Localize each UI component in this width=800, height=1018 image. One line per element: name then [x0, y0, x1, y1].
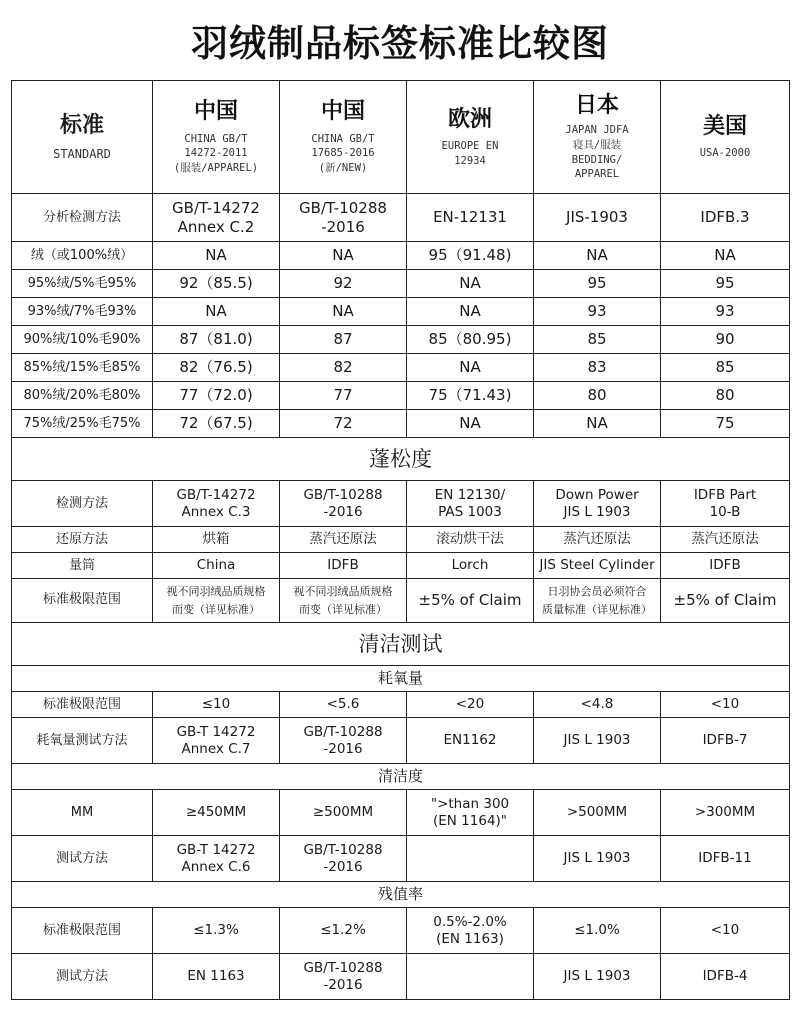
value-cell — [661, 270, 790, 298]
comparison-table — [11, 80, 790, 1000]
cell-line: ≤1.3% — [193, 922, 239, 939]
value-cell — [407, 836, 534, 882]
value-cell — [661, 579, 790, 623]
cell-text: 72 — [333, 414, 353, 433]
cell-line: 0.5%-2.0% — [433, 913, 507, 930]
value-cell — [153, 326, 280, 354]
cell-text: IDFB — [327, 557, 359, 574]
cell-text: 85（80.95) — [428, 330, 512, 349]
cleanliness-section — [12, 623, 790, 666]
standard-code-line: BEDDING/ — [571, 153, 623, 166]
value-cell — [661, 908, 790, 954]
cell-text: 92 — [333, 274, 353, 293]
row-label — [12, 579, 153, 623]
cell-line: GB/T-10288 — [299, 198, 387, 217]
region-name: 美国 — [702, 113, 747, 139]
value-cell — [661, 410, 790, 438]
value-cell — [153, 836, 280, 882]
value-cell — [280, 692, 407, 718]
value-cell — [153, 718, 280, 764]
value-cell — [407, 481, 534, 527]
row-label — [12, 908, 153, 954]
cell-line: GB/T-14272 — [176, 486, 256, 503]
row-label — [12, 790, 153, 836]
turbidity-subsection — [12, 764, 790, 790]
value-cell — [280, 354, 407, 382]
standard-code-line: APPAREL — [574, 168, 620, 181]
cell-line: -2016 — [323, 976, 363, 993]
region-name: 日本 — [574, 92, 619, 118]
cell-line: Annex C.7 — [181, 740, 251, 757]
cell-line: >300MM — [694, 804, 756, 821]
cell-text: NA — [205, 246, 227, 265]
section-heading: 清洁测试 — [12, 623, 790, 666]
row-label-text: 85%绒/15%毛85% — [23, 359, 141, 375]
cell-line: IDFB-7 — [702, 732, 748, 749]
cell-text: 蒸汽还原法 — [691, 531, 759, 548]
value-cell — [407, 692, 534, 718]
cell-line: IDFB-4 — [702, 968, 748, 985]
standard-code-line: USA-2000 — [699, 147, 751, 160]
cell-line: Annex C.3 — [181, 503, 251, 520]
value-cell — [661, 481, 790, 527]
row-label-text: MM — [70, 804, 94, 820]
row-label-text: 还原方法 — [55, 531, 108, 547]
value-cell — [153, 954, 280, 1000]
cell-line: ≥500MM — [312, 804, 374, 821]
value-cell — [534, 954, 661, 1000]
cell-text: 82（76.5) — [179, 358, 253, 377]
row-label-text: 93%绒/7%毛93% — [27, 303, 137, 319]
fill-power-section — [12, 438, 790, 481]
fill-power-test-method-row — [12, 481, 790, 527]
row-label — [12, 242, 153, 270]
value-cell — [661, 382, 790, 410]
value-cell — [534, 270, 661, 298]
cell-line: ±5% of Claim — [673, 591, 777, 610]
cell-text: 滚动烘干法 — [436, 531, 504, 548]
cell-text: 90 — [715, 330, 735, 349]
cell-text: 92（85.5) — [179, 274, 253, 293]
cell-line: PAS 1003 — [438, 503, 502, 520]
cell-line: (EN 1163) — [436, 930, 504, 947]
cell-line: EN-12131 — [433, 208, 507, 227]
cell-line: ≤1.2% — [320, 922, 366, 939]
cell-line: -2016 — [323, 858, 363, 875]
cell-line: GB/T-10288 — [303, 841, 383, 858]
value-cell — [534, 579, 661, 623]
value-cell — [661, 527, 790, 553]
value-cell — [153, 298, 280, 326]
residue-limit-row — [12, 908, 790, 954]
cell-line: GB/T-10288 — [303, 486, 383, 503]
row-label — [12, 194, 153, 242]
cell-text: NA — [459, 414, 481, 433]
cell-line: -2016 — [323, 740, 363, 757]
value-cell — [534, 692, 661, 718]
residue-method-row — [12, 954, 790, 1000]
value-cell — [280, 326, 407, 354]
cell-text: 93 — [587, 302, 607, 321]
cell-text: 85 — [587, 330, 607, 349]
cell-line: GB-T 14272 — [176, 841, 256, 858]
grade-row — [12, 242, 790, 270]
row-label-text: 绒（或100%绒） — [30, 247, 134, 263]
value-cell — [280, 194, 407, 242]
cell-line: -2016 — [321, 217, 365, 236]
cell-text: 95 — [587, 274, 607, 293]
cell-text: 93 — [715, 302, 735, 321]
row-label — [12, 527, 153, 553]
header-row — [12, 81, 790, 194]
cell-text: <20 — [455, 696, 485, 713]
value-cell — [407, 242, 534, 270]
cell-line: EN1162 — [443, 732, 497, 749]
row-label — [12, 954, 153, 1000]
cell-line: 日羽协会员必须符合 — [547, 585, 647, 599]
value-cell — [407, 527, 534, 553]
cell-line: Annex C.6 — [181, 858, 251, 875]
row-label — [12, 354, 153, 382]
value-cell — [280, 382, 407, 410]
section-heading: 蓬松度 — [12, 438, 790, 481]
cell-line: IDFB.3 — [700, 208, 750, 227]
value-cell — [534, 354, 661, 382]
grade-row — [12, 270, 790, 298]
cell-text: 95 — [715, 274, 735, 293]
row-label — [12, 270, 153, 298]
cell-line: Down Power — [555, 486, 639, 503]
value-cell — [534, 836, 661, 882]
row-label-text: 量筒 — [68, 557, 95, 573]
section-heading: 耗氧量 — [12, 666, 790, 692]
value-cell — [407, 553, 534, 579]
cell-text: 77（72.0) — [179, 386, 253, 405]
value-cell — [661, 954, 790, 1000]
grade-row — [12, 354, 790, 382]
value-cell — [153, 194, 280, 242]
value-cell — [661, 298, 790, 326]
cell-text: NA — [714, 246, 736, 265]
cell-text: 83 — [587, 358, 607, 377]
header-col-1 — [153, 81, 280, 194]
value-cell — [280, 410, 407, 438]
cell-text: 95（91.48) — [428, 246, 512, 265]
cell-line: IDFB-11 — [698, 850, 752, 867]
value-cell — [280, 790, 407, 836]
row-label — [12, 410, 153, 438]
value-cell — [407, 270, 534, 298]
cell-text: NA — [332, 302, 354, 321]
value-cell — [661, 692, 790, 718]
cell-line: JIS-1903 — [566, 208, 628, 227]
value-cell — [407, 954, 534, 1000]
value-cell — [407, 194, 534, 242]
value-cell — [407, 410, 534, 438]
value-cell — [534, 326, 661, 354]
row-label — [12, 836, 153, 882]
row-label-text: 耗氧量测试方法 — [36, 732, 128, 748]
header-col-3 — [407, 81, 534, 194]
cell-line: 质量标准（详见标准） — [542, 602, 652, 616]
cell-text: <5.6 — [326, 696, 360, 713]
fill-power-limit-row — [12, 579, 790, 623]
cell-text: China — [196, 557, 236, 574]
fill-power-restore-row — [12, 527, 790, 553]
section-heading: 清洁度 — [12, 764, 790, 790]
row-label-text: 标准极限范围 — [42, 592, 121, 608]
value-cell — [280, 270, 407, 298]
cell-text: NA — [459, 358, 481, 377]
value-cell — [534, 298, 661, 326]
standard-code-line: (服装/APPAREL) — [173, 162, 259, 175]
grade-row — [12, 382, 790, 410]
value-cell — [153, 242, 280, 270]
cell-line: ≤1.0% — [574, 922, 620, 939]
cell-text: 75 — [715, 414, 735, 433]
turbidity-mm-row — [12, 790, 790, 836]
value-cell — [407, 579, 534, 623]
row-label — [12, 298, 153, 326]
cell-line: >500MM — [566, 804, 628, 821]
cell-line: GB/T-10288 — [303, 723, 383, 740]
cell-line: JIS L 1903 — [563, 503, 631, 520]
cell-text: 82 — [333, 358, 353, 377]
cell-text: Lorch — [451, 557, 489, 574]
cell-text: NA — [332, 246, 354, 265]
row-label-text: 80%绒/20%毛80% — [23, 387, 141, 403]
row-label — [12, 553, 153, 579]
value-cell — [280, 298, 407, 326]
standard-code-line: (新/NEW) — [318, 162, 368, 175]
value-cell — [407, 718, 534, 764]
value-cell — [280, 579, 407, 623]
value-cell — [407, 908, 534, 954]
cell-line: 10-B — [709, 503, 741, 520]
oxygen-limit-row — [12, 692, 790, 718]
value-cell — [407, 326, 534, 354]
cell-line: <10 — [710, 922, 740, 939]
cell-text: 87 — [333, 330, 353, 349]
cell-line: JIS L 1903 — [563, 732, 631, 749]
value-cell — [280, 954, 407, 1000]
value-cell — [153, 354, 280, 382]
value-cell — [280, 908, 407, 954]
row-label-text: 检测方法 — [55, 495, 108, 511]
value-cell — [153, 270, 280, 298]
value-cell — [534, 382, 661, 410]
analysis-method-row — [12, 194, 790, 242]
value-cell — [534, 527, 661, 553]
value-cell — [534, 718, 661, 764]
cell-line: 而变（详见标准） — [299, 602, 387, 616]
value-cell — [280, 718, 407, 764]
row-label — [12, 718, 153, 764]
cell-text: NA — [586, 414, 608, 433]
value-cell — [153, 527, 280, 553]
value-cell — [280, 527, 407, 553]
cell-text: 蒸汽还原法 — [563, 531, 631, 548]
cell-text: 77 — [333, 386, 353, 405]
cell-line: ≥450MM — [185, 804, 247, 821]
row-label-text: 95%绒/5%毛95% — [27, 275, 137, 291]
value-cell — [153, 790, 280, 836]
cell-text: 85 — [715, 358, 735, 377]
grade-row — [12, 410, 790, 438]
standard-code-line: EUROPE EN — [441, 140, 499, 153]
standard-code-line: JAPAN JDFA — [565, 124, 629, 137]
oxygen-method-row — [12, 718, 790, 764]
value-cell — [661, 790, 790, 836]
value-cell — [153, 692, 280, 718]
value-cell — [407, 790, 534, 836]
value-cell — [534, 194, 661, 242]
fill-power-cylinder-row — [12, 553, 790, 579]
value-cell — [661, 242, 790, 270]
region-name: 中国 — [320, 99, 365, 125]
cell-text: <10 — [710, 696, 740, 713]
residue-subsection — [12, 882, 790, 908]
cell-text: NA — [586, 246, 608, 265]
standard-code-line: 寝具/服装 — [572, 139, 622, 152]
value-cell — [534, 242, 661, 270]
value-cell — [153, 908, 280, 954]
standard-header-cell — [12, 81, 153, 194]
page-title: 羽绒制品标签标准比较图 — [191, 22, 609, 65]
value-cell — [534, 790, 661, 836]
value-cell — [280, 553, 407, 579]
row-label-text: 90%绒/10%毛90% — [23, 331, 141, 347]
value-cell — [153, 579, 280, 623]
header-col-5 — [661, 81, 790, 194]
value-cell — [153, 553, 280, 579]
cell-line: Annex C.2 — [177, 217, 255, 236]
value-cell — [661, 354, 790, 382]
value-cell — [153, 382, 280, 410]
cell-text: 蒸汽还原法 — [309, 531, 377, 548]
value-cell — [280, 242, 407, 270]
cell-line: EN 1163 — [187, 968, 245, 985]
region-name: 欧洲 — [447, 106, 492, 132]
value-cell — [661, 718, 790, 764]
section-heading: 残值率 — [12, 882, 790, 908]
cell-line: GB/T-10288 — [303, 959, 383, 976]
row-label — [12, 382, 153, 410]
cell-text: NA — [205, 302, 227, 321]
row-label — [12, 692, 153, 718]
cell-text: 72（67.5) — [179, 414, 253, 433]
cell-text: NA — [459, 302, 481, 321]
turbidity-method-row — [12, 836, 790, 882]
cell-line: GB/T-14272 — [172, 198, 260, 217]
standard-code-line: CHINA GB/T — [184, 132, 248, 145]
value-cell — [534, 410, 661, 438]
value-cell — [280, 481, 407, 527]
value-cell — [661, 553, 790, 579]
cell-line: EN 12130/ — [434, 486, 506, 503]
cell-text: 80 — [587, 386, 607, 405]
value-cell — [661, 836, 790, 882]
cell-line: (EN 1164)" — [432, 812, 508, 829]
row-label — [12, 481, 153, 527]
value-cell — [153, 410, 280, 438]
standard-label: 标准 — [59, 112, 104, 138]
row-label — [12, 326, 153, 354]
region-name: 中国 — [193, 99, 238, 125]
value-cell — [407, 382, 534, 410]
cell-text: NA — [459, 274, 481, 293]
row-label-text: 分析检测方法 — [42, 209, 121, 225]
header-col-4 — [534, 81, 661, 194]
standard-code-line: 12934 — [454, 154, 486, 167]
value-cell — [280, 836, 407, 882]
cell-text: JIS Steel Cylinder — [539, 557, 655, 574]
cell-text: 87（81.0) — [179, 330, 253, 349]
standard-code-line: 14272-2011 — [184, 147, 248, 160]
header-col-2 — [280, 81, 407, 194]
standard-sub-label: STANDARD — [53, 147, 111, 162]
row-label-text: 测试方法 — [55, 968, 108, 984]
cell-text: 75（71.43) — [428, 386, 512, 405]
value-cell — [661, 194, 790, 242]
cell-text: IDFB — [709, 557, 741, 574]
value-cell — [534, 481, 661, 527]
standard-code-line: 17685-2016 — [311, 147, 375, 160]
value-cell — [534, 553, 661, 579]
row-label-text: 75%绒/25%毛75% — [23, 415, 141, 431]
cell-line: ">than 300 — [430, 795, 510, 812]
grade-row — [12, 298, 790, 326]
cell-text: 80 — [715, 386, 735, 405]
row-label-text: 标准极限范围 — [42, 696, 121, 712]
cell-line: -2016 — [323, 503, 363, 520]
value-cell — [407, 354, 534, 382]
value-cell — [661, 326, 790, 354]
cell-line: JIS L 1903 — [563, 968, 631, 985]
value-cell — [153, 481, 280, 527]
value-cell — [407, 298, 534, 326]
cell-text: 烘箱 — [202, 531, 230, 548]
cell-line: ±5% of Claim — [418, 591, 522, 610]
row-label-text: 标准极限范围 — [42, 922, 121, 938]
cell-line: JIS L 1903 — [563, 850, 631, 867]
cell-line: GB-T 14272 — [176, 723, 256, 740]
cell-line: 视不同羽绒品质规格 — [166, 585, 266, 599]
row-label-text: 测试方法 — [55, 850, 108, 866]
oxygen-subsection — [12, 666, 790, 692]
cell-text: <4.8 — [580, 696, 614, 713]
value-cell — [534, 908, 661, 954]
grade-row — [12, 326, 790, 354]
comparison-table-body — [12, 81, 790, 1000]
cell-line: IDFB Part — [693, 486, 757, 503]
cell-line: 而变（详见标准） — [172, 602, 260, 616]
cell-text: ≤10 — [201, 696, 231, 713]
standard-code-line: CHINA GB/T — [311, 132, 375, 145]
cell-line: 视不同羽绒品质规格 — [293, 585, 393, 599]
